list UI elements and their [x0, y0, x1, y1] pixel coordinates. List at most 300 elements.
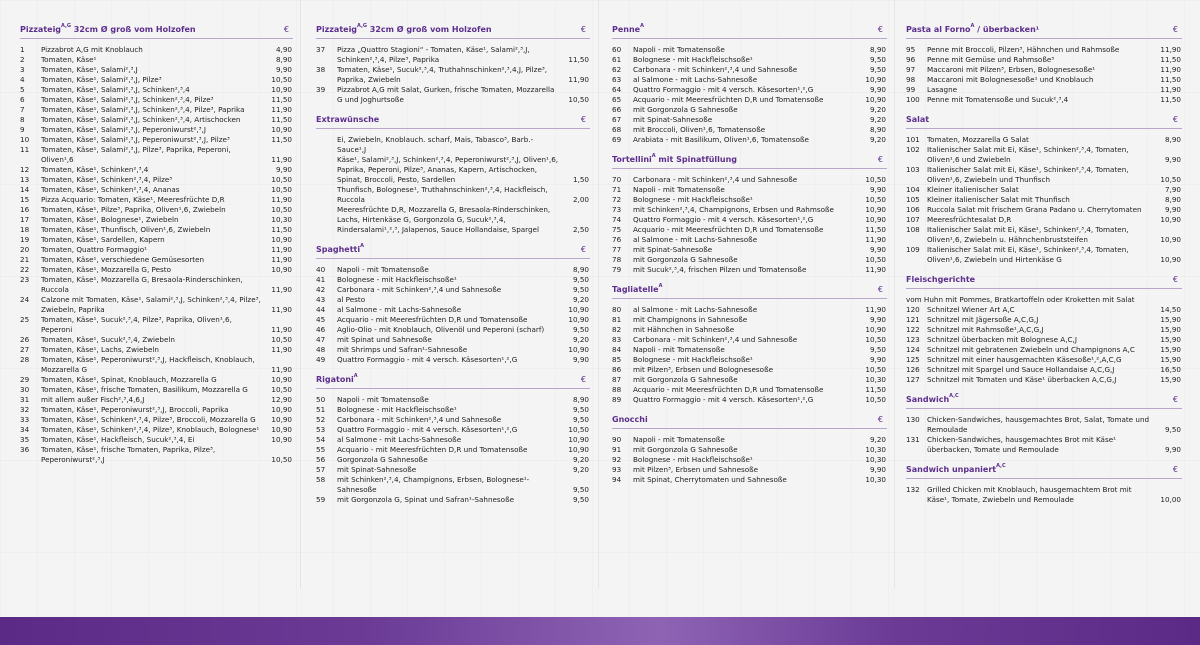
currency-symbol: €	[283, 25, 289, 34]
section-title: Tagliatelle	[612, 285, 659, 294]
item-description: Penne mit Tomatensoße und Sucuk²,³,4	[927, 95, 1069, 104]
menu-item	[906, 95, 1182, 105]
item-description: Aglio-Olio - mit Knoblauch, Olivenöl und Peperoni (scharf)	[337, 325, 545, 334]
menu-item	[612, 135, 887, 145]
item-price: 10,50	[271, 335, 292, 344]
item-price: 10,90	[568, 315, 589, 324]
item-description: al Salmone - mit Lachs-Sahnesoße	[633, 75, 758, 84]
item-number: 21	[20, 255, 30, 264]
item-description: Quattro Formaggio - mit 4 versch. Käsesorten¹,²,G	[633, 395, 814, 404]
item-description: mit Gorgonzola G Sahnesoße	[633, 105, 738, 114]
item-description: Penne mit Broccoli, Pilzen³, Hähnchen und Rahmsoße	[927, 45, 1120, 54]
item-number: 18	[20, 225, 30, 234]
section-title-allergens: A	[651, 153, 656, 159]
item-price: 10,90	[271, 375, 292, 384]
item-price: 10,50	[865, 175, 886, 184]
section-title: Salat	[906, 115, 930, 124]
item-price: 15,90	[1160, 325, 1181, 334]
item-number: 123	[906, 335, 920, 344]
item-number: 10	[20, 135, 30, 144]
fold-line	[598, 0, 599, 589]
item-price: 9,90	[869, 185, 886, 194]
item-number: 58	[316, 475, 326, 484]
item-number: 6	[20, 95, 25, 104]
item-number: 105	[906, 195, 920, 204]
item-number: 17	[20, 215, 30, 224]
item-price: 11,90	[865, 265, 886, 274]
item-number: 99	[906, 85, 916, 94]
item-description: Schnitzel mit Spargel und Sauce Hollandaise A,C,G,J	[927, 365, 1115, 374]
item-number: 95	[906, 45, 916, 54]
item-price: 9,20	[572, 295, 589, 304]
menu-item	[316, 305, 590, 315]
section-title-allergens: A,C	[996, 463, 1006, 469]
currency-symbol: €	[877, 285, 883, 294]
item-description: Tomaten, Käse¹, verschiedene Gemüsesorten	[41, 255, 205, 264]
item-price: 10,90	[271, 435, 292, 444]
currency-symbol: €	[1172, 275, 1178, 284]
menu-item	[20, 215, 293, 225]
currency-symbol: €	[1172, 25, 1178, 34]
item-price: 11,50	[568, 55, 589, 64]
item-number: 41	[316, 275, 326, 284]
item-number: 43	[316, 295, 326, 304]
item-description: Bolognese - mit Hackfleischsoße¹	[633, 195, 753, 204]
menu-item	[316, 495, 590, 505]
menu-item	[906, 65, 1182, 75]
item-description: Tomaten, Käse¹, Salami²,³,J, Schinken²,³,4, Pilze³, Paprika	[41, 105, 245, 114]
menu-item	[316, 395, 590, 405]
item-number: 75	[612, 225, 622, 234]
item-number: 23	[20, 275, 30, 284]
item-number: 14	[20, 185, 30, 194]
section-header	[316, 22, 590, 39]
item-price: 10,90	[865, 325, 886, 334]
item-number: 81	[612, 315, 622, 324]
menu-item	[20, 135, 293, 145]
item-description: Napoli - mit Tomatensoße	[633, 345, 725, 354]
menu-section	[612, 22, 887, 145]
item-description: Tomaten, Käse¹, Thunfisch, Oliven¹,6, Zwiebeln	[41, 225, 211, 234]
item-description: Tomaten, Quattro Formaggio¹	[41, 245, 147, 254]
item-price: 11,90	[271, 305, 292, 314]
footer-band	[0, 617, 1200, 645]
menu-item	[906, 305, 1182, 315]
item-number: 103	[906, 165, 920, 174]
item-price: 11,50	[1160, 55, 1181, 64]
item-price: 10,90	[271, 265, 292, 274]
item-price: 11,90	[865, 305, 886, 314]
item-number: 53	[316, 425, 326, 434]
item-description: Schnitzel mit Rahmsoße¹,A,C,G,J	[927, 325, 1044, 334]
section-header	[612, 22, 887, 39]
section-title-allergens: A	[658, 283, 663, 289]
section-header	[612, 282, 887, 299]
menu-item	[20, 85, 293, 95]
menu-item	[20, 105, 293, 115]
section-title-allergens: A	[640, 23, 644, 29]
item-price: 10,50	[865, 395, 886, 404]
item-description: Acquario - mit Meeresfrüchten D,R und Tomatensoße	[633, 385, 824, 394]
menu-item	[316, 405, 590, 415]
section-title-suffix: 32cm Ø groß vom Holzofen	[71, 25, 196, 34]
item-number: 73	[612, 205, 622, 214]
item-number: 52	[316, 415, 326, 424]
item-price: 10,90	[865, 95, 886, 104]
menu-item	[20, 245, 293, 255]
item-number: 33	[20, 415, 30, 424]
item-price: 10,90	[271, 415, 292, 424]
menu-item	[316, 285, 590, 295]
item-number: 125	[906, 355, 920, 364]
item-number: 124	[906, 345, 920, 354]
item-price: 11,50	[271, 115, 292, 124]
menu-item	[906, 145, 1182, 165]
menu-item	[612, 475, 887, 485]
item-price: 11,50	[271, 225, 292, 234]
item-price: 10,90	[568, 345, 589, 354]
item-description: Carbonara - mit Schinken²,³,4 und Sahnesoße	[633, 335, 798, 344]
section-title: Rigatoni	[316, 375, 354, 384]
item-number: 82	[612, 325, 622, 334]
item-description: mit Schinken²,³,4, Champignons, Erbsen, Bolognese¹-Sahnesoße	[337, 475, 530, 494]
menu-item	[20, 175, 293, 185]
item-description: mit Spinat-Sahnesoße	[633, 245, 713, 254]
item-number: 126	[906, 365, 920, 374]
item-number: 65	[612, 95, 622, 104]
item-description: Carbonara - mit Schinken²,³,4 und Sahnesoße	[633, 175, 798, 184]
menu-item	[612, 205, 887, 215]
item-description: Maccaroni mit Pilzen³, Erbsen, Bolognesesoße¹	[927, 65, 1096, 74]
item-description: mit Pilzen³, Erbsen und Sahnesoße	[633, 465, 759, 474]
menu-column-1	[20, 22, 293, 617]
item-price: 11,50	[865, 225, 886, 234]
item-number: 20	[20, 245, 30, 254]
item-description: Tomaten, Käse¹, Sucuk²,³,4, Zwiebeln	[41, 335, 175, 344]
item-description: mit Spinat, Cherrytomaten und Sahnesoße	[633, 475, 787, 484]
item-number: 86	[612, 365, 622, 374]
item-number: 72	[612, 195, 622, 204]
item-description: mit Broccoli, Oliven¹,6, Tomatensoße	[633, 125, 766, 134]
menu-item	[612, 45, 887, 55]
item-description: Tomaten, Käse¹, Salami²,³,J	[41, 65, 138, 74]
item-price: 10,30	[865, 455, 886, 464]
menu-item	[20, 205, 293, 215]
section-title: Penne	[612, 25, 641, 34]
menu-item	[20, 75, 293, 85]
item-number: 19	[20, 235, 30, 244]
item-price: 10,90	[568, 445, 589, 454]
item-price: 10,50	[271, 185, 292, 194]
item-number: 109	[906, 245, 920, 254]
menu-item	[906, 185, 1182, 195]
item-number: 45	[316, 315, 326, 324]
menu-section	[316, 22, 590, 105]
item-price: 9,50	[1164, 425, 1181, 434]
item-number: 88	[612, 385, 622, 394]
item-description: Tomaten, Käse¹, Lachs, Zwiebeln	[41, 345, 159, 354]
item-number: 64	[612, 85, 622, 94]
item-number: 36	[20, 445, 30, 454]
item-description: Schnitzel mit einer hausgemachten Käsesoße¹,²,A,C,G	[927, 355, 1122, 364]
item-description: Schnitzel überbacken mit Bolognese A,C,J	[927, 335, 1077, 344]
item-description: Tomaten, Käse¹, Peperoniwurst²,³,J, Hackfleisch, Knoblauch, Mozzarella G	[41, 355, 255, 374]
item-description: Schnitzel Wiener Art A,C	[927, 305, 1015, 314]
item-price: 9,90	[1164, 205, 1181, 214]
item-description: Meeresfrüchte D,R, Mozzarella G, Bresaola-Rinderschinken, Lachs, Hirtenkäse G, Gorgonzola G, Sucuk²,³,4, Rindersalami¹,²,³, Jalapenos, Sauce Hollandaise, Spargel	[337, 205, 551, 234]
item-number: 40	[316, 265, 326, 274]
item-description: Tomaten, Käse¹, frische Tomaten, Paprika, Pilze³, Peperoniwurst²,³,J	[41, 445, 216, 464]
item-number: 2	[20, 55, 25, 64]
item-price: 15,90	[1160, 375, 1181, 384]
item-price: 9,50	[572, 405, 589, 414]
item-number: 16	[20, 205, 30, 214]
item-price: 16,50	[1160, 365, 1181, 374]
item-price: 11,90	[271, 245, 292, 254]
currency-symbol: €	[580, 25, 586, 34]
item-price: 15,90	[1160, 315, 1181, 324]
menu-section	[20, 22, 293, 465]
item-description: Tomaten, Käse¹, Pilze³, Paprika, Oliven¹,6, Zwiebeln	[41, 205, 226, 214]
section-title: Gnocchi	[612, 415, 648, 424]
menu-section	[316, 112, 590, 235]
section-title: Spaghetti	[316, 245, 361, 254]
menu-section	[612, 412, 887, 485]
menu-item	[906, 45, 1182, 55]
item-description: Pizzabrot A,G mit Knoblauch	[41, 45, 143, 54]
item-description: Grilled Chicken mit Knoblauch, hausgemachtem Brot mit Käse¹, Tomate, Zwiebeln und Remoulade	[927, 485, 1132, 504]
item-description: Acquario - mit Meeresfrüchten D,R und Tomatensoße	[633, 95, 824, 104]
currency-symbol: €	[1172, 395, 1178, 404]
item-price: 11,90	[271, 105, 292, 114]
item-number: 66	[612, 105, 622, 114]
menu-item	[612, 115, 887, 125]
item-description: Bolognese - mit Hackfleischsoße¹	[633, 55, 753, 64]
menu-item	[612, 465, 887, 475]
item-description: Arabiata - mit Basilikum, Oliven¹,6, Tomatensoße	[633, 135, 809, 144]
menu-item	[906, 355, 1182, 365]
item-price: 10,50	[865, 365, 886, 374]
item-price: 10,90	[865, 215, 886, 224]
item-price: 9,90	[1164, 155, 1181, 164]
item-number: 100	[906, 95, 920, 104]
menu-item	[612, 215, 887, 225]
menu-item	[612, 125, 887, 135]
item-number: 67	[612, 115, 622, 124]
item-description: Italienischer Salat mit Ei, Käse¹, Schinken²,³,4, Tomaten, Oliven¹,6, Zwiebeln und Hirtenkäse G	[927, 245, 1129, 264]
currency-symbol: €	[580, 115, 586, 124]
menu-item	[316, 345, 590, 355]
menu-item	[612, 315, 887, 325]
item-number: 61	[612, 55, 622, 64]
section-header	[906, 272, 1182, 289]
menu-item	[316, 65, 590, 85]
item-description: Tomaten, Käse¹, frische Tomaten, Basilikum, Mozzarella G	[41, 385, 248, 394]
menu-item	[612, 335, 887, 345]
menu-item	[612, 395, 887, 405]
item-price: 11,90	[271, 255, 292, 264]
item-price: 9,20	[869, 435, 886, 444]
item-price: 9,90	[869, 245, 886, 254]
item-description: mit Sucuk²,³,4, frischen Pilzen und Tomatensoße	[633, 265, 807, 274]
item-price: 10,30	[865, 445, 886, 454]
item-price: 10,50	[271, 75, 292, 84]
section-header	[20, 22, 293, 39]
menu-item	[20, 315, 293, 335]
section-title-allergens: A	[353, 373, 358, 379]
menu-item	[316, 435, 590, 445]
item-number: 102	[906, 145, 920, 154]
currency-symbol: €	[580, 245, 586, 254]
item-price: 10,30	[865, 375, 886, 384]
menu-column-2	[316, 22, 590, 617]
menu-section	[906, 462, 1182, 505]
item-description: Calzone mit Tomaten, Käse¹, Salami²,³,J, Schinken²,³,4, Pilze³, Zwiebeln, Paprika	[41, 295, 261, 314]
item-description: Maccaroni mit Bolognesesoße¹ und Knoblauch	[927, 75, 1094, 84]
menu-item	[316, 315, 590, 325]
item-price: 11,90	[1160, 65, 1181, 74]
item-description: Napoli - mit Tomatensoße	[633, 185, 725, 194]
menu-item	[20, 65, 293, 75]
item-number: 46	[316, 325, 326, 334]
item-price: 10,30	[865, 475, 886, 484]
item-number: 101	[906, 135, 920, 144]
menu-item	[316, 355, 590, 365]
item-number: 83	[612, 335, 622, 344]
item-description: mit Gorgonzola G Sahnesoße	[633, 445, 738, 454]
menu-item	[906, 345, 1182, 355]
item-description: Tomaten, Käse¹, Schinken²,³,4, Pilze³, Knoblauch, Bolognese¹	[41, 425, 260, 434]
item-price: 9,20	[869, 115, 886, 124]
item-price: 2,50	[572, 225, 589, 234]
item-price: 9,90	[275, 165, 292, 174]
item-number: 108	[906, 225, 920, 234]
menu-item	[20, 395, 293, 405]
item-price: 9,90	[869, 355, 886, 364]
item-price: 9,20	[572, 465, 589, 474]
item-price: 10,90	[271, 425, 292, 434]
item-number: 15	[20, 195, 30, 204]
item-description: Napoli - mit Tomatensoße	[633, 45, 725, 54]
item-price: 10,50	[1160, 175, 1181, 184]
menu-item	[20, 185, 293, 195]
menu-item	[906, 215, 1182, 225]
item-price: 8,90	[1164, 195, 1181, 204]
item-description: Tomaten, Käse¹	[41, 55, 97, 64]
item-description: Acquario - mit Meeresfrüchten D,R und Tomatensoße	[337, 315, 528, 324]
item-description: Tomaten, Käse¹, Hackfleisch, Sucuk²,³,4, Ei	[41, 435, 195, 444]
section-header	[316, 242, 590, 259]
item-price: 10,50	[568, 425, 589, 434]
item-description: al Salmone - mit Lachs-Sahnesoße	[633, 235, 758, 244]
menu-item	[20, 355, 293, 375]
item-price: 15,90	[1160, 355, 1181, 364]
item-number: 57	[316, 465, 326, 474]
item-number: 30	[20, 385, 30, 394]
item-number: 84	[612, 345, 622, 354]
menu-item	[906, 85, 1182, 95]
item-number: 120	[906, 305, 920, 314]
menu-item	[906, 375, 1182, 385]
item-price: 11,90	[271, 365, 292, 374]
menu-item	[612, 245, 887, 255]
item-number: 47	[316, 335, 326, 344]
menu-item	[316, 135, 590, 155]
item-price: 9,90	[869, 85, 886, 94]
item-description: Napoli - mit Tomatensoße	[633, 435, 725, 444]
item-price: 9,90	[869, 315, 886, 324]
menu-item	[20, 275, 293, 295]
item-description: Pizzabrot A,G mit Salat, Gurken, frische Tomaten, Mozzarella G und Joghurtsoße	[337, 85, 555, 104]
menu-item	[612, 345, 887, 355]
currency-symbol: €	[580, 375, 586, 384]
item-number: 32	[20, 405, 30, 414]
item-description: Chicken-Sandwiches, hausgemachtes Brot mit Käse¹ überbacken, Tomate und Remoulade	[927, 435, 1116, 454]
menu-item	[316, 455, 590, 465]
item-number: 130	[906, 415, 920, 424]
item-number: 24	[20, 295, 30, 304]
item-price: 11,50	[865, 385, 886, 394]
item-description: mit Gorgonzola G Sahnesoße	[633, 375, 738, 384]
item-number: 78	[612, 255, 622, 264]
menu-item	[612, 435, 887, 445]
item-price: 8,90	[572, 395, 589, 404]
item-number: 91	[612, 445, 622, 454]
item-number: 92	[612, 455, 622, 464]
item-number: 89	[612, 395, 622, 404]
item-description: Carbonara - mit Schinken²,³,4 und Sahnesoße	[337, 415, 502, 424]
section-title-allergens: A,G	[61, 23, 72, 29]
item-number: 122	[906, 325, 920, 334]
item-description: Tomaten, Käse¹, Schinken²,³,4, Ananas	[41, 185, 180, 194]
menu-item	[612, 95, 887, 105]
menu-item	[20, 445, 293, 465]
item-number: 56	[316, 455, 326, 464]
item-number: 25	[20, 315, 30, 324]
item-price: 11,50	[1160, 95, 1181, 104]
item-number: 13	[20, 175, 30, 184]
menu-item	[612, 75, 887, 85]
section-header	[316, 112, 590, 129]
menu-item	[20, 165, 293, 175]
item-number: 48	[316, 345, 326, 354]
currency-symbol: €	[877, 25, 883, 34]
item-number: 3	[20, 65, 25, 74]
item-price: 9,50	[572, 275, 589, 284]
item-number: 42	[316, 285, 326, 294]
item-price: 10,50	[865, 335, 886, 344]
item-description: Kleiner italienischer Salat mit Thunfisch	[927, 195, 1070, 204]
item-number: 31	[20, 395, 30, 404]
item-description: Bolognese - mit Hackfleischsoße¹	[633, 455, 753, 464]
item-number: 71	[612, 185, 622, 194]
menu-section	[316, 242, 590, 365]
item-price: 10,90	[271, 235, 292, 244]
item-number: 97	[906, 65, 916, 74]
item-price: 7,90	[1164, 185, 1181, 194]
item-price: 11,90	[271, 155, 292, 164]
item-number: 85	[612, 355, 622, 364]
item-number: 60	[612, 45, 622, 54]
item-number: 37	[316, 45, 326, 54]
item-description: Quattro Formaggio - mit 4 versch. Käsesorten¹,²,G	[633, 215, 814, 224]
item-description: Tomaten, Käse¹, Salami²,³,J, Schinken²,³,4	[41, 85, 190, 94]
menu-item	[316, 475, 590, 495]
menu-item	[316, 445, 590, 455]
item-price: 9,90	[869, 465, 886, 474]
menu-item	[906, 365, 1182, 375]
item-description: Tomaten, Käse¹, Salami²,³,J, Pilze³	[41, 75, 162, 84]
